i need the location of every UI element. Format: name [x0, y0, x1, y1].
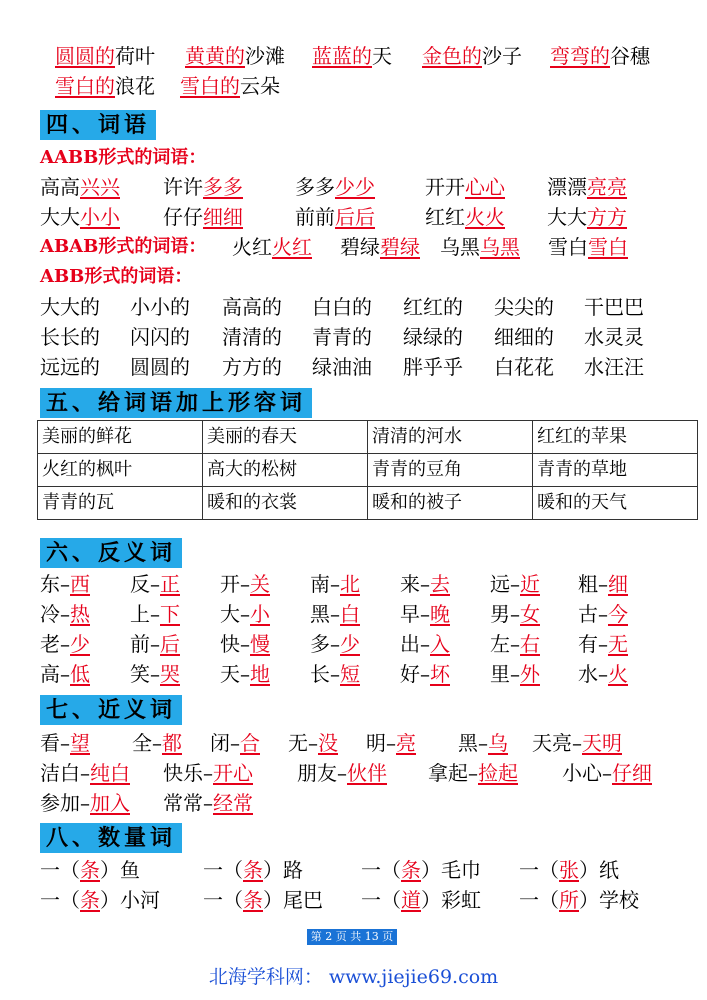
word-b: 晚 [430, 602, 450, 626]
phrase-adj: 圆圆的 [55, 44, 115, 68]
word-b: 细细 [203, 205, 243, 229]
word-b: 火火 [465, 205, 505, 229]
word-b: 正 [160, 572, 180, 596]
word-a: 快乐 [163, 761, 203, 785]
word-a: 多 [310, 632, 330, 656]
word-a: 长 [310, 662, 330, 686]
word-b: 伙伴 [347, 761, 387, 785]
abb-word: 水汪汪 [584, 355, 644, 379]
phrase-adj: 黄黄的 [185, 44, 245, 68]
word-b: 女 [520, 602, 540, 626]
phrase-adj: 雪白的 [55, 74, 115, 98]
word-c: 小河 [120, 888, 160, 912]
phrase-noun: 天 [372, 44, 392, 68]
word-b: 低 [70, 662, 90, 686]
word-a: 一 [519, 888, 539, 912]
abb-word: 绿油油 [312, 355, 372, 379]
word-a: 洁白 [40, 761, 80, 785]
word-b: 道 [401, 888, 421, 912]
word-b: 天明 [582, 731, 622, 755]
word-b: 短 [340, 662, 360, 686]
table-cell: 青青的豆角 [368, 454, 533, 487]
abb-word: 青青的 [312, 325, 372, 349]
phrase-adj: 蓝蓝的 [312, 44, 372, 68]
word-a: 乌黑 [440, 235, 480, 259]
word-b: 关 [250, 572, 270, 596]
word-a: 一 [40, 888, 60, 912]
word-a: 参加 [40, 791, 80, 815]
abb-word: 胖乎乎 [403, 355, 463, 379]
word-a: 古 [578, 602, 598, 626]
word-b: 亮 [396, 731, 416, 755]
abb-word: 远远的 [40, 355, 100, 379]
word-a: 开 [220, 572, 240, 596]
word-a: 粗 [578, 572, 598, 596]
word-a: 一 [519, 858, 539, 882]
word-a: 开开 [425, 175, 465, 199]
table-cell: 青青的瓦 [38, 487, 203, 520]
abb-word: 绿绿的 [403, 325, 463, 349]
word-b: 张 [559, 858, 579, 882]
table-row [38, 487, 698, 520]
table-row [38, 421, 698, 454]
word-b: 少 [340, 632, 360, 656]
abb-word: 小小的 [130, 295, 190, 319]
word-a: 火红 [232, 235, 272, 259]
word-a: 好 [400, 662, 420, 686]
phrase-noun: 谷穗 [610, 44, 650, 68]
word-a: 高高 [40, 175, 80, 199]
abb-word: 长长的 [40, 325, 100, 349]
word-a: 高 [40, 662, 60, 686]
word-a: 上 [130, 602, 150, 626]
abb-word: 圆圆的 [130, 355, 190, 379]
word-b: 慢 [250, 632, 270, 656]
word-b: 条 [80, 888, 100, 912]
section-header-words: 四、词语 [40, 110, 156, 140]
table-cell: 清清的河水 [368, 421, 533, 454]
word-a: 出 [400, 632, 420, 656]
word-a: 闭 [210, 731, 230, 755]
word-b: 下 [160, 602, 180, 626]
word-b: 加入 [90, 791, 130, 815]
abb-word: 清清的 [222, 325, 282, 349]
table-cell: 红红的苹果 [533, 421, 698, 454]
word-a: 冷 [40, 602, 60, 626]
word-a: 一 [40, 858, 60, 882]
word-a: 反 [130, 572, 150, 596]
word-b: 火 [608, 662, 628, 686]
word-b: 今 [608, 602, 628, 626]
word-c: 纸 [599, 858, 619, 882]
word-a: 朋友 [297, 761, 337, 785]
table-cell: 暖和的被子 [368, 487, 533, 520]
word-c: 路 [283, 858, 303, 882]
table-cell: 暖和的天气 [533, 487, 698, 520]
word-a: 常常 [163, 791, 203, 815]
word-a: 大大 [40, 205, 80, 229]
word-a: 远 [490, 572, 510, 596]
word-a: 无 [288, 731, 308, 755]
phrase-adj: 金色的 [422, 44, 482, 68]
abab-label: ABAB形式的词语： [40, 236, 207, 257]
word-b: 近 [520, 572, 540, 596]
site-watermark: 北海学科网： www.jiejie69.com [208, 966, 499, 988]
word-b: 北 [340, 572, 360, 596]
word-b: 哭 [160, 662, 180, 686]
word-b: 多多 [203, 175, 243, 199]
word-b: 后 [160, 632, 180, 656]
word-b: 雪白 [588, 235, 628, 259]
word-a: 笑 [130, 662, 150, 686]
abb-word: 干巴巴 [584, 295, 644, 319]
word-b: 心心 [465, 175, 505, 199]
abb-label: ABB形式的词语： [40, 266, 193, 287]
phrase-adj: 弯弯的 [550, 44, 610, 68]
table-cell: 美丽的春天 [203, 421, 368, 454]
table-cell: 青青的草地 [533, 454, 698, 487]
word-a: 看 [40, 731, 60, 755]
word-b: 入 [430, 632, 450, 656]
word-c: 尾巴 [283, 888, 323, 912]
word-b: 碧绿 [380, 235, 420, 259]
word-a: 仔仔 [163, 205, 203, 229]
word-c: 彩虹 [441, 888, 481, 912]
word-a: 大 [220, 602, 240, 626]
word-b: 条 [80, 858, 100, 882]
word-a: 多多 [295, 175, 335, 199]
abb-word: 大大的 [40, 295, 100, 319]
word-b: 乌黑 [480, 235, 520, 259]
word-a: 一 [203, 888, 223, 912]
word-b: 热 [70, 602, 90, 626]
word-a: 许许 [163, 175, 203, 199]
section-header-synonyms: 七、近义词 [40, 695, 182, 725]
page-number: 第 2 页 共 13 页 [307, 929, 397, 945]
word-b: 小小 [80, 205, 120, 229]
word-a: 明 [366, 731, 386, 755]
word-b: 亮亮 [587, 175, 627, 199]
word-a: 前前 [295, 205, 335, 229]
phrase-adj: 雪白的 [180, 74, 240, 98]
word-b: 白 [340, 602, 360, 626]
word-c: 学校 [599, 888, 639, 912]
word-b: 条 [401, 858, 421, 882]
table-cell: 暖和的衣裳 [203, 487, 368, 520]
word-b: 细 [608, 572, 628, 596]
adjective-table [37, 420, 698, 520]
word-b: 条 [243, 888, 263, 912]
abb-word: 水灵灵 [584, 325, 644, 349]
word-b: 合 [240, 731, 260, 755]
section-header-antonyms: 六、反义词 [40, 538, 182, 568]
word-b: 所 [559, 888, 579, 912]
word-b: 地 [250, 662, 270, 686]
abb-word: 尖尖的 [494, 295, 554, 319]
word-a: 东 [40, 572, 60, 596]
abb-word: 白花花 [494, 355, 554, 379]
word-b: 经常 [213, 791, 253, 815]
word-b: 望 [70, 731, 90, 755]
word-a: 大大 [547, 205, 587, 229]
word-c: 鱼 [120, 858, 140, 882]
word-a: 天 [220, 662, 240, 686]
phrase-noun: 云朵 [240, 74, 280, 98]
word-a: 黑 [458, 731, 478, 755]
phrase-noun: 沙滩 [245, 44, 285, 68]
word-a: 一 [361, 888, 381, 912]
word-a: 全 [132, 731, 152, 755]
table-row [38, 454, 698, 487]
word-b: 无 [608, 632, 628, 656]
word-b: 都 [162, 731, 182, 755]
word-a: 男 [490, 602, 510, 626]
word-b: 右 [520, 632, 540, 656]
abb-word: 白白的 [312, 295, 372, 319]
word-a: 雪白 [548, 235, 588, 259]
word-b: 火红 [272, 235, 312, 259]
word-a: 水 [578, 662, 598, 686]
abb-word: 闪闪的 [130, 325, 190, 349]
word-b: 少少 [335, 175, 375, 199]
abb-word: 高高的 [222, 295, 282, 319]
section-header-measure-words: 八、数量词 [40, 823, 182, 853]
word-b: 纯白 [90, 761, 130, 785]
phrase-noun: 荷叶 [115, 44, 155, 68]
word-b: 乌 [488, 731, 508, 755]
abb-word: 细细的 [494, 325, 554, 349]
word-b: 坏 [430, 662, 450, 686]
word-b: 条 [243, 858, 263, 882]
word-a: 早 [400, 602, 420, 626]
table-cell: 美丽的鲜花 [38, 421, 203, 454]
word-a: 黑 [310, 602, 330, 626]
word-a: 快 [220, 632, 240, 656]
word-a: 红红 [425, 205, 465, 229]
word-b: 方方 [587, 205, 627, 229]
word-a: 小心 [562, 761, 602, 785]
word-a: 左 [490, 632, 510, 656]
word-a: 一 [203, 858, 223, 882]
abb-word: 方方的 [222, 355, 282, 379]
word-b: 外 [520, 662, 540, 686]
table-cell: 高大的松树 [203, 454, 368, 487]
word-a: 前 [130, 632, 150, 656]
word-b: 仔细 [612, 761, 652, 785]
word-a: 里 [490, 662, 510, 686]
word-b: 没 [318, 731, 338, 755]
section-header-adjectives: 五、给词语加上形容词 [40, 388, 312, 418]
word-a: 一 [361, 858, 381, 882]
word-b: 去 [430, 572, 450, 596]
word-c: 毛巾 [441, 858, 481, 882]
table-cell: 火红的枫叶 [38, 454, 203, 487]
word-a: 拿起 [428, 761, 468, 785]
word-b: 兴兴 [80, 175, 120, 199]
word-a: 来 [400, 572, 420, 596]
phrase-noun: 沙子 [482, 44, 522, 68]
word-b: 捡起 [478, 761, 518, 785]
abb-word: 红红的 [403, 295, 463, 319]
word-a: 漂漂 [547, 175, 587, 199]
word-b: 小 [250, 602, 270, 626]
word-b: 开心 [213, 761, 253, 785]
word-a: 南 [310, 572, 330, 596]
phrase-noun: 浪花 [115, 74, 155, 98]
word-b: 后后 [335, 205, 375, 229]
word-a: 碧绿 [340, 235, 380, 259]
word-a: 老 [40, 632, 60, 656]
word-b: 少 [70, 632, 90, 656]
word-a: 天亮 [532, 731, 572, 755]
aabb-label: AABB形式的词语： [40, 147, 207, 168]
word-a: 有 [578, 632, 598, 656]
word-b: 西 [70, 572, 90, 596]
